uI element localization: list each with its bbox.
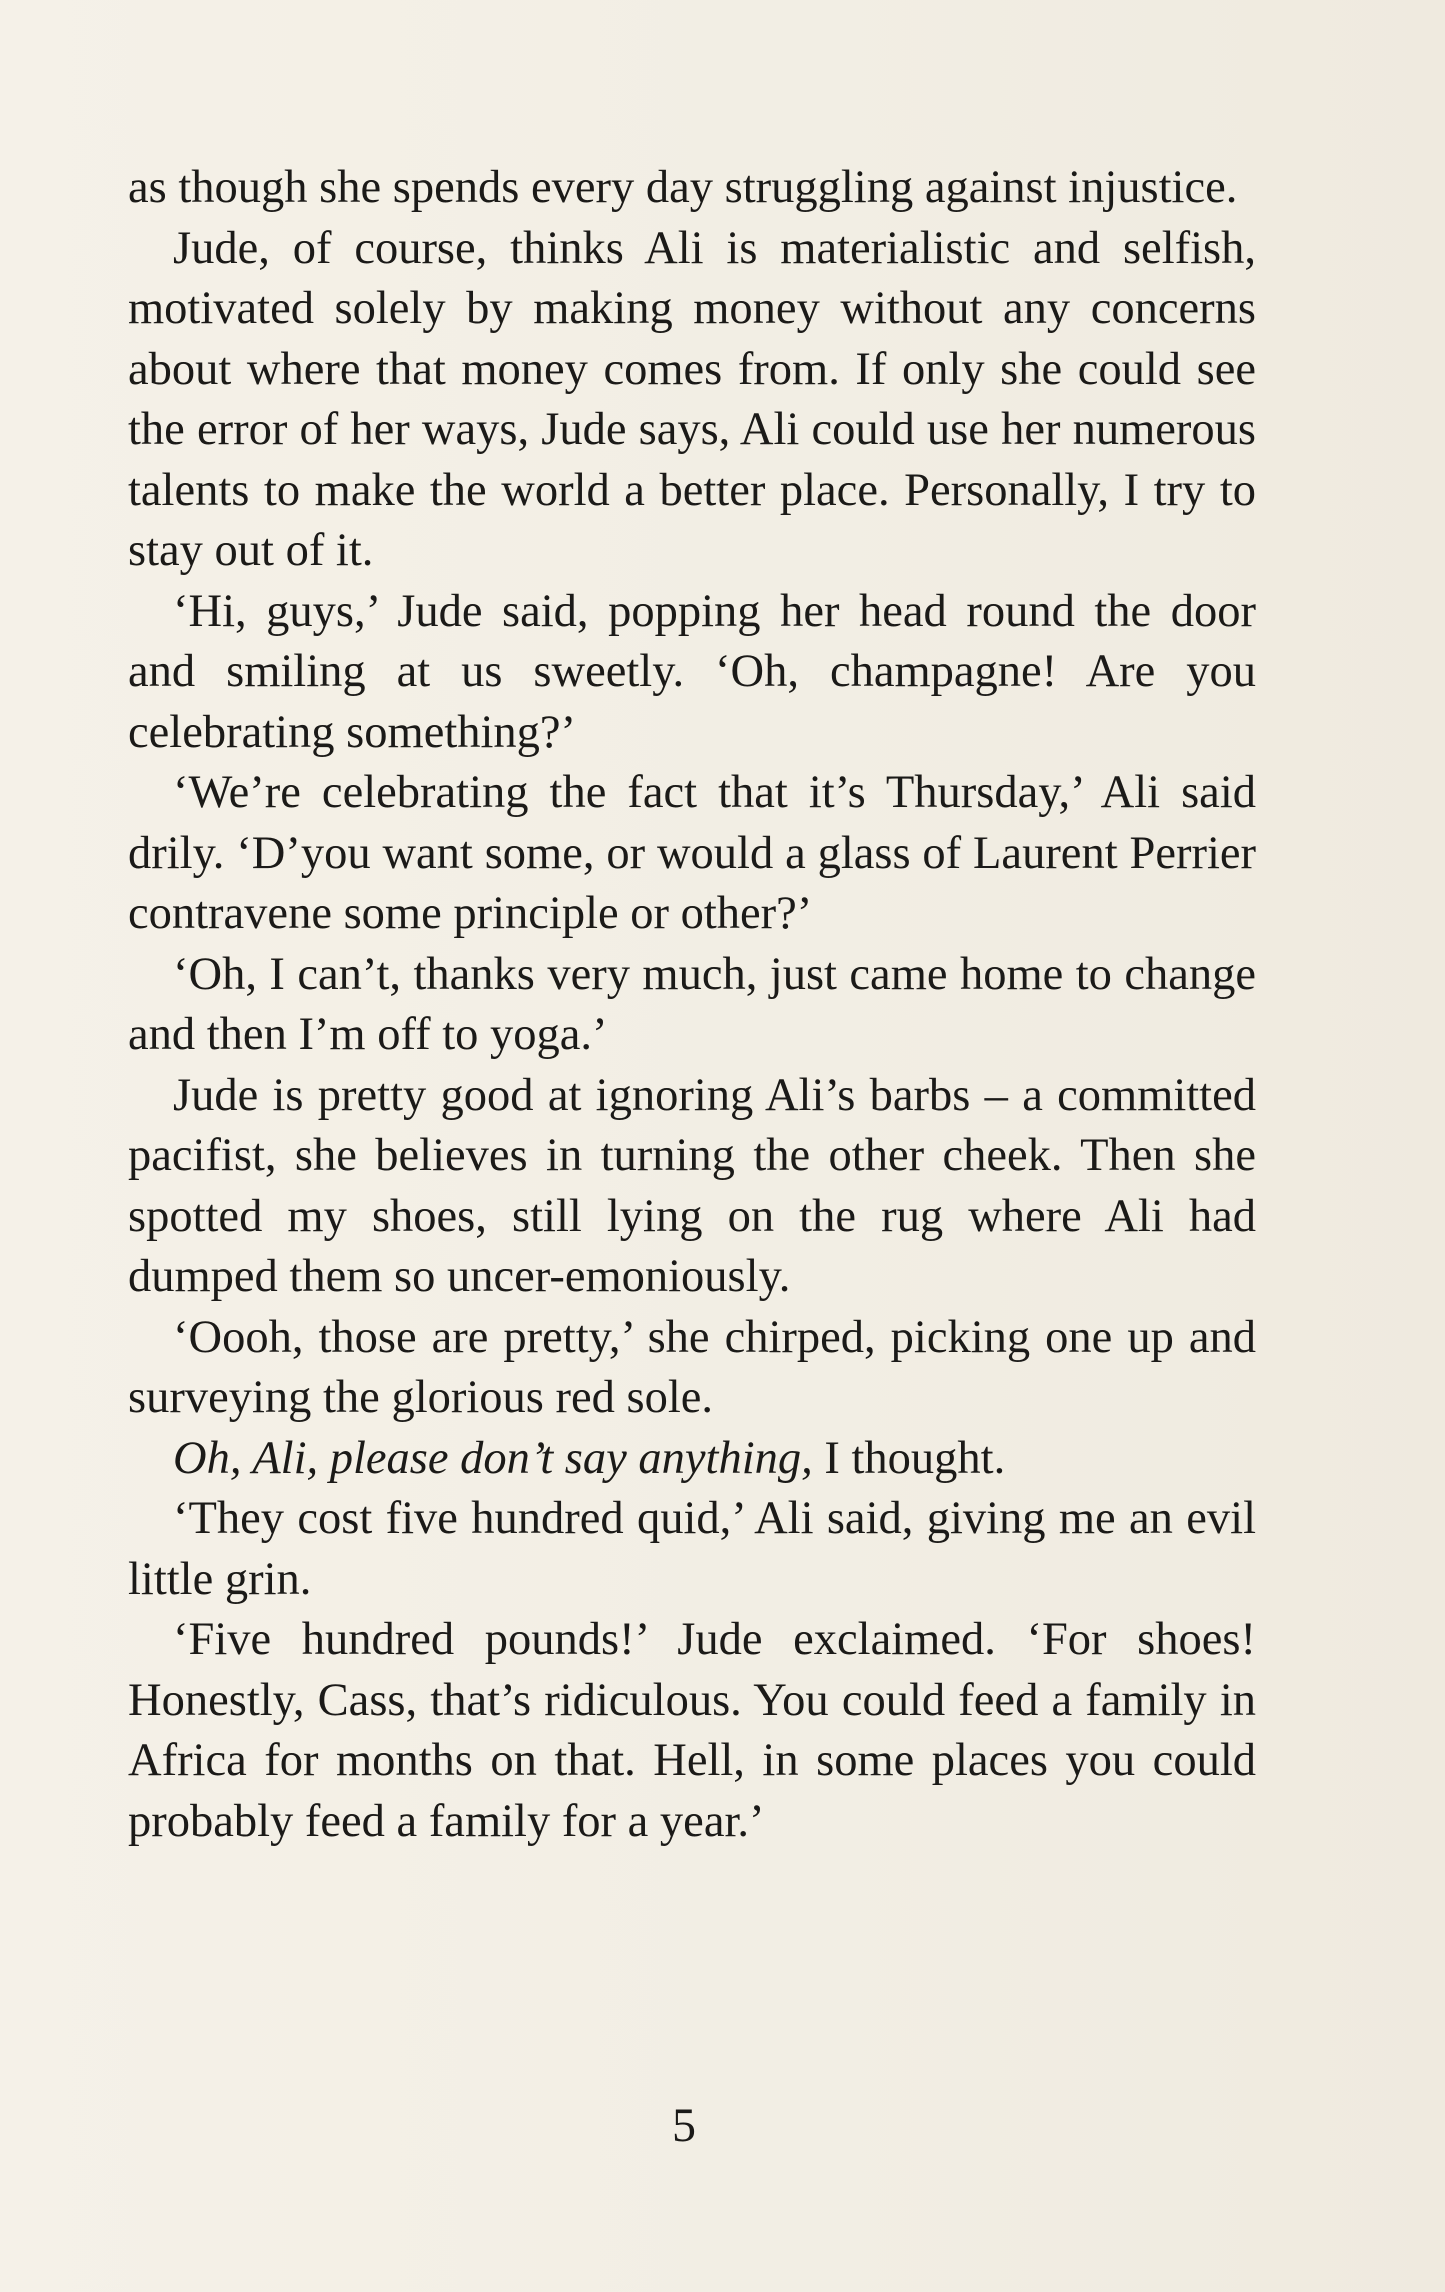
paragraph-8 bbox=[128, 1429, 1256, 1490]
body-text bbox=[128, 158, 1256, 1852]
thought-tail: I thought. bbox=[812, 1432, 1006, 1484]
paragraph-9: ‘They cost five hundred quid,’ Ali said, giving me an evil little grin. bbox=[128, 1493, 1256, 1605]
paragraph-5: ‘Oh, I can’t, thanks very much, just came home to change and then I’m off to yoga.’ bbox=[128, 948, 1256, 1060]
italic-thought: Oh, Ali, please don’t say anything, bbox=[173, 1432, 813, 1484]
paragraph-6: Jude is pretty good at ignoring Ali’s barbs – a committed pacifist, she believes in turning the other cheek. Then she spotted my shoes, still lying on the rug where Ali had dumped them so uncer-emoniously. bbox=[128, 1069, 1256, 1302]
paragraph-7: ‘Oooh, those are pretty,’ she chirped, picking one up and surveying the glorious red sole. bbox=[128, 1311, 1256, 1423]
paragraph-10: ‘Five hundred pounds!’ Jude exclaimed. ‘For shoes! Honestly, Cass, that’s ridiculous. You could feed a family in Africa for months on that. Hell, in some places you could probably feed a family for a year.’ bbox=[128, 1614, 1256, 1847]
paragraph-3: ‘Hi, guys,’ Jude said, popping her head round the door and smiling at us sweetly. ‘Oh, champagne! Are you celebrating something?’ bbox=[128, 585, 1256, 758]
page-number: 5 bbox=[672, 2099, 696, 2152]
paragraph-4: ‘We’re celebrating the fact that it’s Thursday,’ Ali said drily. ‘D’you want some, or would a glass of Laurent Perrier contravene some principle or other?’ bbox=[128, 767, 1256, 939]
paragraph-2: Jude, of course, thinks Ali is materialistic and selfish, motivated solely by making money without any concerns about where that money comes from. If only she could see the error of her ways, Jude says, Ali could use her numerous talents to make the world a better place. Personally, I try to stay out of it. bbox=[128, 222, 1256, 576]
paragraph-1: as though she spends every day struggling against injustice. bbox=[128, 162, 1238, 213]
